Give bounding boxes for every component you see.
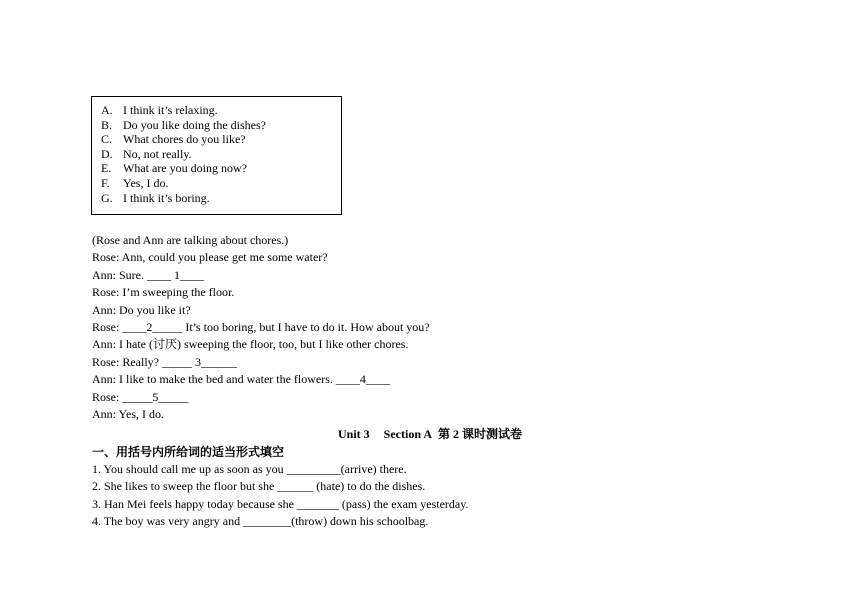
option-item bbox=[101, 161, 341, 176]
option-letter: A. bbox=[101, 103, 113, 117]
option-letter: G. bbox=[101, 190, 113, 205]
dialogue-line: Ann: Yes, I do. bbox=[92, 406, 165, 421]
option-text: Do you like doing the dishes? bbox=[123, 117, 266, 132]
option-text: I think it’s relaxing. bbox=[123, 103, 218, 117]
option-letter: F. bbox=[101, 175, 110, 190]
dialogue-line: (Rose and Ann are talking about chores.) bbox=[92, 233, 289, 247]
option-text: What chores do you like? bbox=[123, 132, 246, 147]
dialogue bbox=[92, 232, 792, 423]
option-letter: B. bbox=[101, 117, 113, 132]
option-item bbox=[101, 176, 341, 191]
exercise-list bbox=[92, 461, 792, 531]
exercise-item: 2. She likes to sweep the floor but she ______ (hate) to do the dishes. bbox=[92, 479, 426, 494]
option-item bbox=[101, 103, 341, 118]
dialogue-line: Ann: I like to make the bed and water the flowers. ____4____ bbox=[92, 372, 390, 387]
options-box bbox=[91, 96, 342, 215]
option-text: No, not really. bbox=[123, 146, 192, 161]
dialogue-line: Rose: Really? _____ 3______ bbox=[92, 354, 237, 369]
option-item bbox=[101, 191, 341, 206]
option-item bbox=[101, 147, 341, 162]
exercise-item: 3. Han Mei feels happy today because she _______ (pass) the exam yesterday. bbox=[92, 496, 469, 511]
option-text: I think it’s boring. bbox=[123, 190, 210, 205]
exercise-heading: 一、用括号内所给词的适当形式填空 bbox=[92, 445, 285, 459]
option-letter: D. bbox=[101, 146, 113, 161]
exercise-item: 1. You should call me up as soon as you _________(arrive) there. bbox=[92, 462, 407, 476]
dialogue-line: Ann: I hate (讨厌) sweeping the floor, too, but I like other chores. bbox=[92, 337, 409, 352]
section-label: Section A bbox=[383, 427, 432, 441]
option-letter: C. bbox=[101, 132, 113, 147]
dialogue-line: Rose: ____2_____ It’s too boring, but I have to do it. How about you? bbox=[92, 319, 430, 334]
dialogue-line: Rose: I’m sweeping the floor. bbox=[92, 285, 235, 300]
dialogue-line: Ann: Sure. ____ 1____ bbox=[92, 267, 204, 282]
test-label: 第 2 课时测试卷 bbox=[438, 427, 523, 441]
dialogue-line: Rose: Ann, could you please get me some water? bbox=[92, 250, 328, 265]
dialogue-line: Rose: _____5_____ bbox=[92, 389, 189, 404]
unit-label: Unit 3 bbox=[337, 427, 370, 441]
option-text: Yes, I do. bbox=[123, 175, 169, 190]
section-title bbox=[0, 426, 860, 443]
exercise-item: 4. The boy was very angry and ________(throw) down his schoolbag. bbox=[92, 514, 429, 529]
option-text: What are you doing now? bbox=[123, 161, 247, 176]
option-letter: E. bbox=[101, 161, 112, 176]
option-item bbox=[101, 132, 341, 147]
dialogue-line: Ann: Do you like it? bbox=[92, 302, 191, 317]
option-item bbox=[101, 118, 341, 133]
